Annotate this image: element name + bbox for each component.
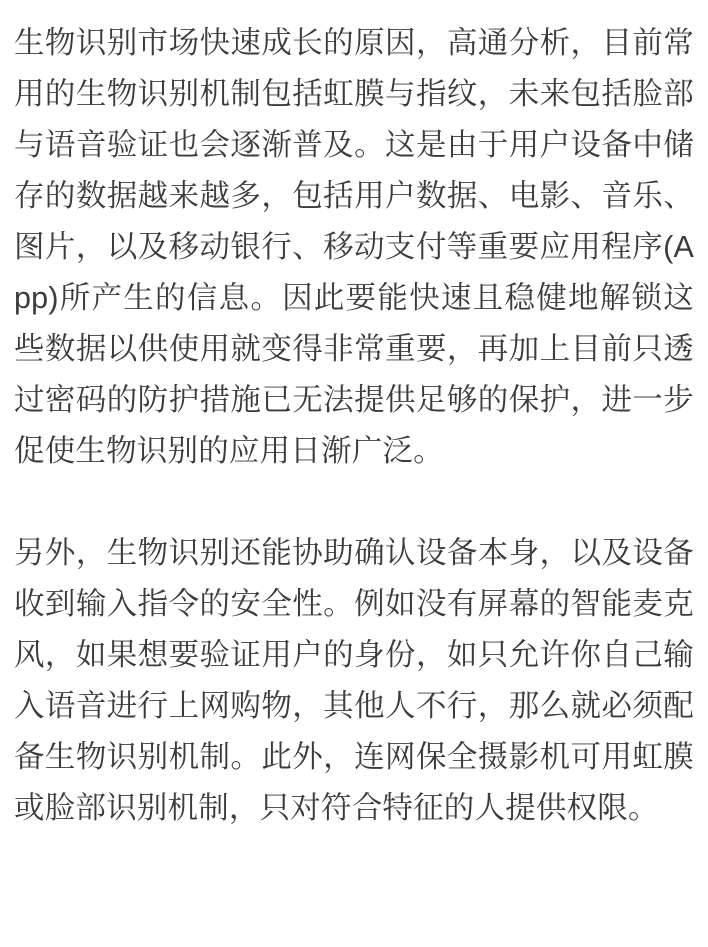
paragraph-2: 另外，生物识别还能协助确认设备本身，以及设备收到输入指令的安全性。例如没有屏幕的智能麦克风，如果想要验证用户的身份，如只允许你自己输入语音进行上网购物，其他人不行，那么就必须配备生物识别机制。此外，连网保全摄影机可用虹膜或脸部识别机制，只对符合特征的人提供权限。: [14, 536, 694, 825]
paragraph-1: 生物识别市场快速成长的原因，高通分析，目前常用的生物识别机制包括虹膜与指纹，未来包括脸部与语音验证也会逐渐普及。这是由于用户设备中储存的数据越来越多，包括用户数据、电影、音乐、图片，以及移动银行、移动支付等重要应用程序(App)所产生的信息。因此要能快速且稳健地解锁这些数据以供使用就变得非常重要，再加上目前只透过密码的防护措施已无法提供足够的保护，进一步促使生物识别的应用日渐广泛。: [14, 26, 694, 468]
